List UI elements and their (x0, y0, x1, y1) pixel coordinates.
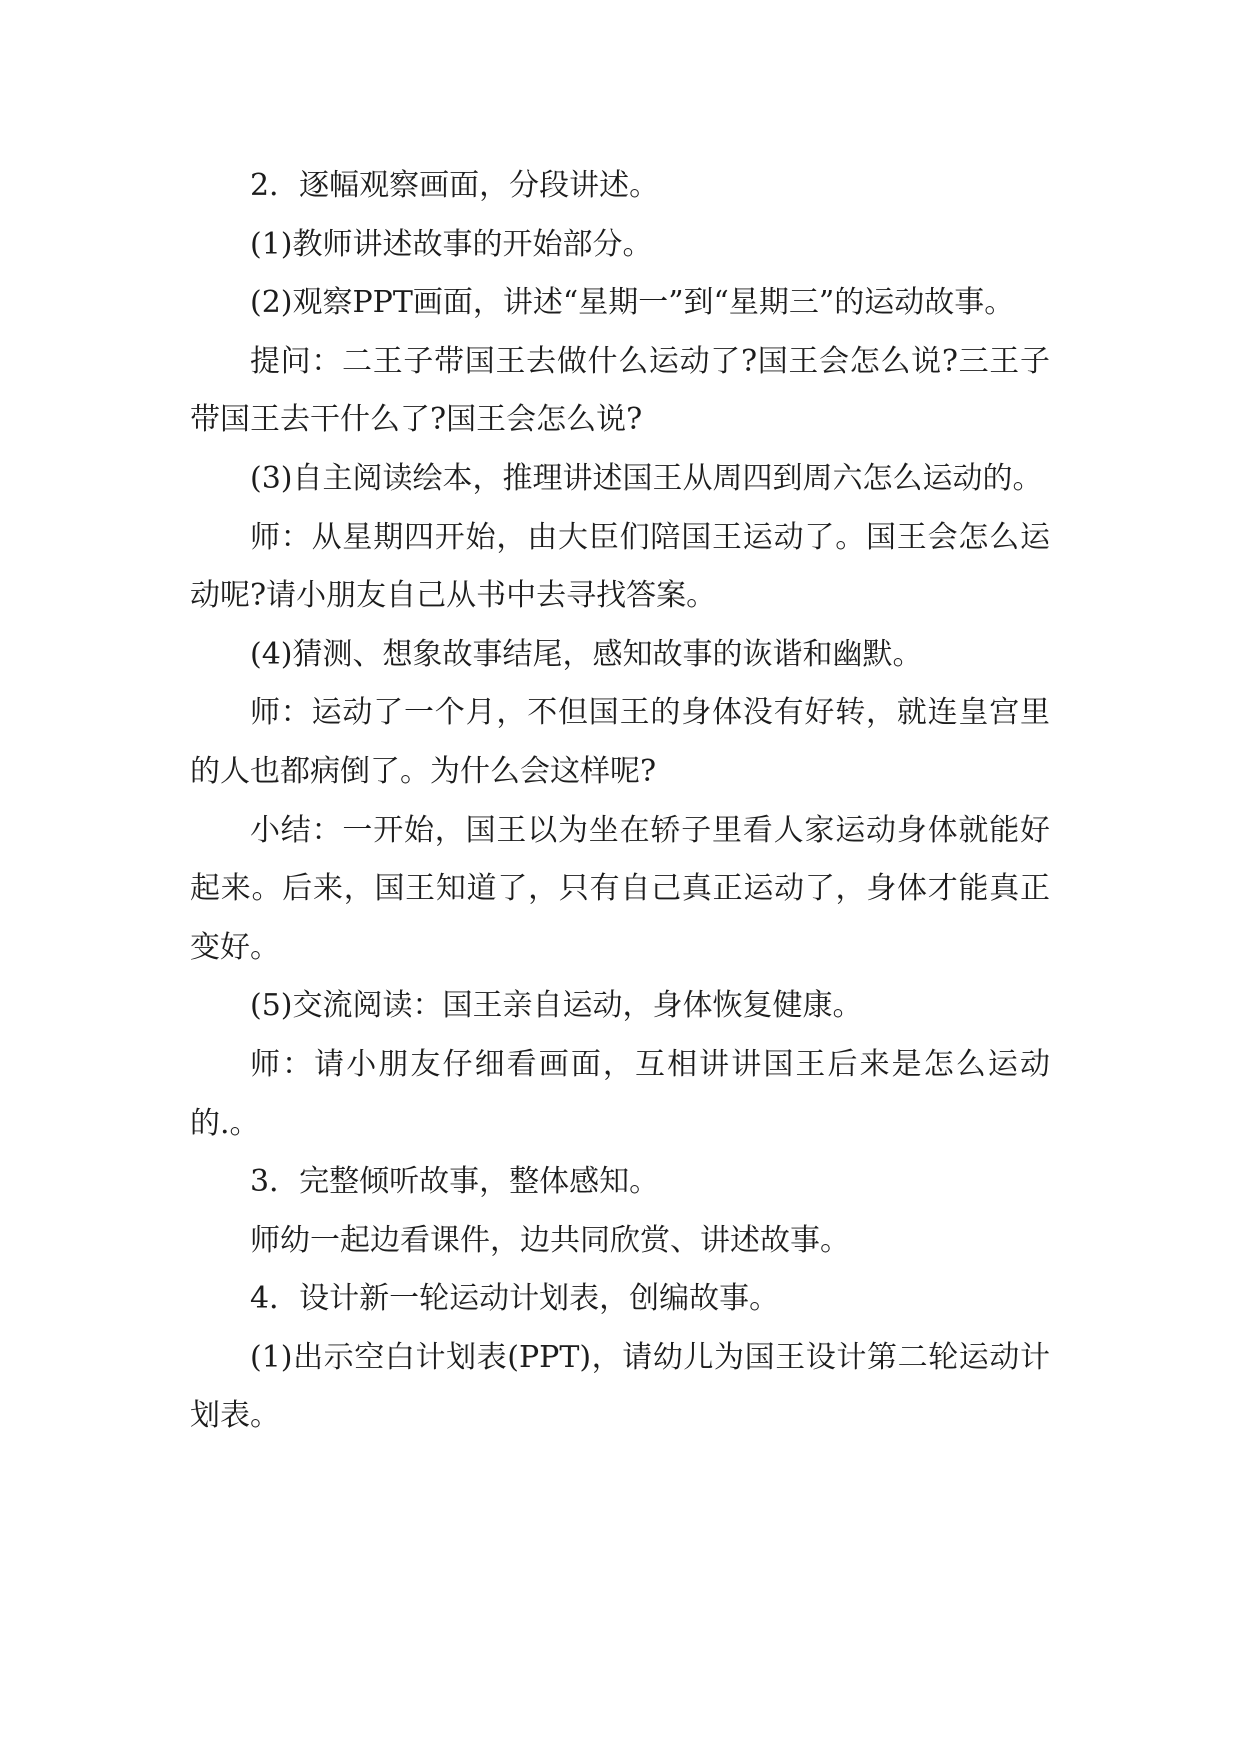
paragraph-step-2-4: (4)猜测、想象故事结尾，感知故事的诙谐和幽默。 (250, 636, 923, 672)
paragraph-teacher-2: 师：运动了一个月，不但国王的身体没有好转，就连皇宫里的人也都病倒了。为什么会这样呢? (190, 695, 1050, 789)
paragraph-teacher-1: 师：从星期四开始，由大臣们陪国王运动了。国王会怎么运动呢?请小朋友自己从书中去寻找答案。 (190, 519, 1050, 614)
paragraph-step-4: 4．设计新一轮运动计划表，创编故事。 (250, 1281, 780, 1317)
paragraph-step-2-3: (3)自主阅读绘本，推理讲述国王从周四到周六怎么运动的。 (250, 460, 1043, 496)
paragraph-step-2-1: (1)教师讲述故事的开始部分。 (250, 226, 653, 262)
paragraph-step-3: 3．完整倾听故事，整体感知。 (250, 1164, 660, 1200)
paragraph-step-3-detail: 师幼一起边看课件，边共同欣赏、讲述故事。 (250, 1222, 850, 1258)
paragraph-summary: 小结：一开始，国王以为坐在轿子里看人家运动身体就能好起来。后来，国王知道了，只有自己真正运动了，身体才能真正变好。 (190, 812, 1050, 965)
paragraph-step-2-5: (5)交流阅读：国王亲自运动，身体恢复健康。 (250, 988, 863, 1024)
document-body (190, 157, 1050, 1446)
paragraph-step-4-1: (1)出示空白计划表(PPT)，请幼儿为国王设计第二轮运动计划表。 (190, 1339, 1050, 1434)
paragraph-step-2: 2．逐幅观察画面，分段讲述。 (250, 168, 660, 203)
paragraph-question: 提问：二王子带国王去做什么运动了?国王会怎么说?三王子带国王去干什么了?国王会怎么说? (190, 343, 1050, 438)
paragraph-step-2-2: (2)观察PPT画面，讲述“星期一”到“星期三”的运动故事。 (250, 285, 1015, 321)
paragraph-teacher-3: 师：请小朋友仔细看画面，互相讲讲国王后来是怎么运动的.。 (190, 1046, 1050, 1141)
